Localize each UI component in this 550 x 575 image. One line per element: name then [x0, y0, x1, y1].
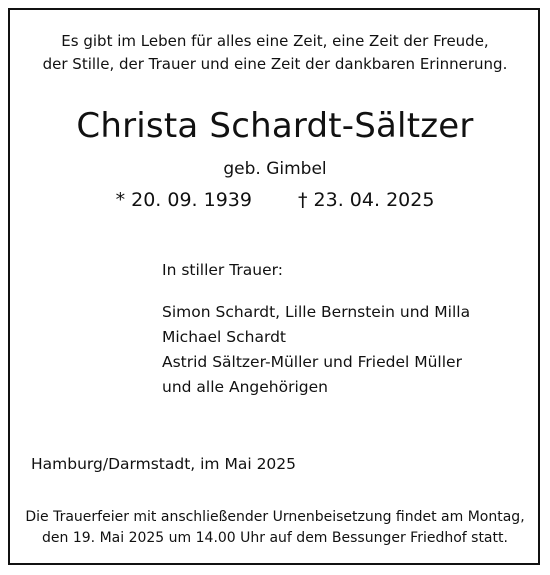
mourners-intro: In stiller Trauer:	[162, 261, 283, 279]
mourner-line: Michael Schardt	[162, 328, 286, 346]
funeral-info-line-1: Die Trauerfeier mit anschließender Urnenbeisetzung findet am Montag,	[25, 509, 525, 525]
mourner-line: und alle Angehörigen	[162, 378, 328, 396]
deceased-name: Christa Schardt-Sältzer	[76, 106, 474, 146]
funeral-info-line-2: den 19. Mai 2025 um 14.00 Uhr auf dem Bessunger Friedhof statt.	[42, 530, 508, 546]
birth-date: * 20. 09. 1939	[115, 189, 252, 211]
place-date: Hamburg/Darmstadt, im Mai 2025	[31, 455, 297, 473]
poem-line-2: der Stille, der Trauer und eine Zeit der dankbaren Erinnerung.	[42, 55, 508, 73]
mourner-line: Simon Schardt, Lille Bernstein und Milla	[162, 303, 471, 321]
maiden-name: geb. Gimbel	[223, 159, 327, 179]
mourners-block	[162, 258, 470, 400]
life-dates	[0, 186, 550, 214]
mourner-line: Astrid Sältzer-Müller und Friedel Müller	[162, 353, 462, 371]
death-date: † 23. 04. 2025	[298, 189, 435, 211]
poem-line-1: Es gibt im Leben für alles eine Zeit, eine Zeit der Freude,	[61, 32, 489, 50]
